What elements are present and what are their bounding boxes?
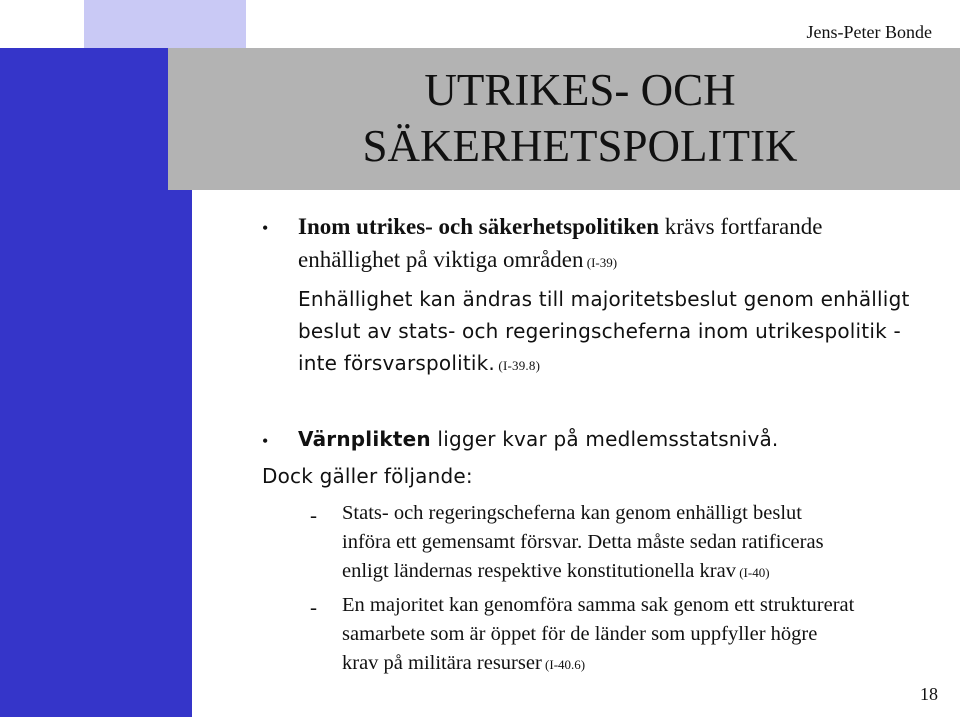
bullet2-line1 — [298, 427, 779, 451]
bullet2-line2: Dock gäller följande: — [262, 464, 473, 488]
bullet2-bold: Värnplikten — [298, 427, 431, 451]
bullet-icon: • — [262, 431, 269, 451]
bullet1-line5-text: inte försvarspolitik. — [298, 351, 495, 375]
bullet1-line2 — [298, 247, 617, 273]
bullet1-ref-2: (I-39.8) — [494, 358, 541, 373]
bullet1-line3: Enhällighet kan ändras till majoritetsbeslut genom enhälligt — [298, 287, 910, 311]
sub1-line3-text: enligt ländernas respektive konstitutionella krav — [342, 560, 736, 582]
sub2-line1: En majoritet kan genomföra samma sak genom ett strukturerat — [342, 594, 855, 616]
bullet1-ref-1: (I-39) — [583, 255, 618, 270]
sub1-line1: Stats- och regeringscheferna kan genom enhälligt beslut — [342, 502, 802, 524]
bullet1-line2-text: enhällighet på viktiga områden — [298, 247, 584, 272]
bullet1-line1 — [298, 214, 822, 240]
bullet1-line4: beslut av stats- och regeringscheferna inom utrikespolitik - — [298, 319, 901, 343]
sub2-line3 — [342, 652, 585, 675]
sub2-line2: samarbete som är öppet för de länder som uppfyller högre — [342, 623, 818, 645]
author-name: Jens-Peter Bonde — [806, 22, 932, 42]
slide-title — [300, 62, 860, 174]
sub1-ref: (I-40) — [735, 565, 770, 580]
sub2-ref: (I-40.6) — [541, 657, 586, 672]
slide-title-line2: SÄKERHETSPOLITIK — [362, 121, 798, 171]
slide-title-line1: UTRIKES- OCH — [424, 65, 736, 115]
bullet1-line5 — [298, 351, 540, 375]
sub1-line3 — [342, 560, 770, 583]
decor-dark-blue-block — [0, 48, 193, 717]
sub2-line3-text: krav på militära resurser — [342, 652, 542, 674]
bullet-icon: • — [262, 218, 269, 238]
sub1-line2: införa ett gemensamt försvar. Detta måste sedan ratificeras — [342, 531, 824, 553]
dash-icon: - — [310, 503, 317, 527]
page-number: 18 — [920, 684, 938, 704]
bullet2-line1-rest: ligger kvar på medlemsstatsnivå. — [430, 427, 779, 451]
bullet1-bold: Inom utrikes- och säkerhetspolitiken — [298, 214, 659, 239]
dash-icon: - — [310, 595, 317, 619]
bullet1-line1-rest: krävs fortfarande — [659, 214, 823, 239]
